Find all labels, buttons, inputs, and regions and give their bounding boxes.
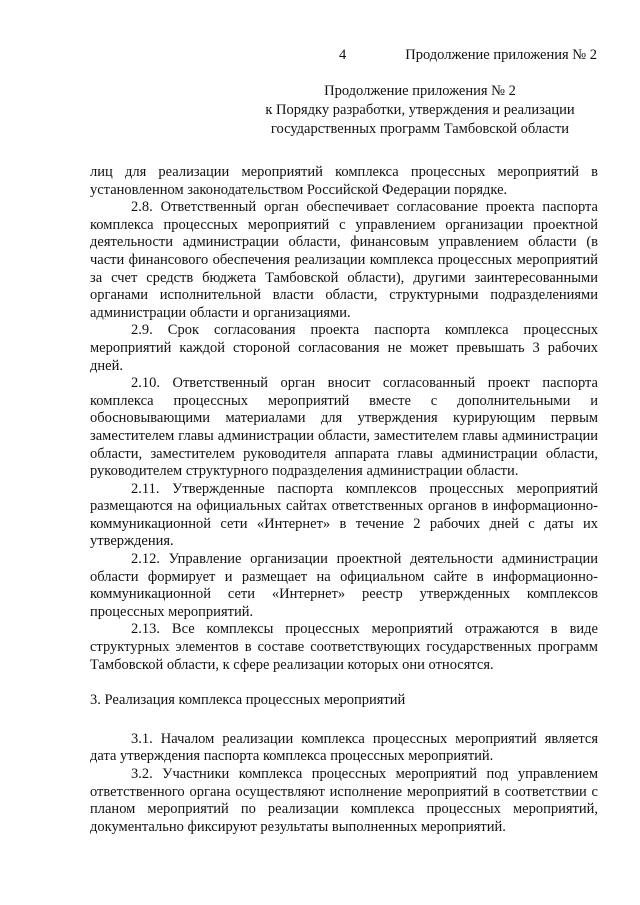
- appendix-header-line: Продолжение приложения № 2: [324, 83, 516, 99]
- appendix-header-line: государственных программ Тамбовской области: [270, 121, 570, 137]
- page-number: 4: [339, 47, 347, 63]
- paragraph-2-12: 2.12. Управление организации проектной деятельности администрации области формирует и размещает на официальном сайте в информационно-коммуникационной сети «Интернет» реестр утвержденных комплексов процессных мероприятий.: [90, 551, 598, 620]
- paragraph-3-1: 3.1. Началом реализации комплекса процессных мероприятий является дата утверждения паспорта комплекса процессных мероприятий.: [90, 730, 598, 765]
- paragraph-2-13: 2.13. Все комплексы процессных мероприятий отражаются в виде структурных элементов в составе соответствующих государственных программ Тамбовской области, к сфере реализации которых они относятся.: [90, 621, 598, 673]
- paragraph-2-10: 2.10. Ответственный орган вносит согласованный проект паспорта комплекса процессных мероприятий вместе с дополнительными и обосновывающими материалами для утверждения курирующим первым заместителем главы администрации области, заместителем главы администрации области, заместителем руководителя аппарата главы администрации области, руководителем структурного подразделения администрации области.: [90, 375, 598, 480]
- paragraph-continuation: лиц для реализации мероприятий комплекса процессных мероприятий в установленном законодательством Российской Федерации порядке.: [90, 164, 598, 198]
- running-header: Продолжение приложения № 2: [405, 47, 597, 63]
- paragraph-2-11: 2.11. Утвержденные паспорта комплексов процессных мероприятий размещаются на официальных сайтах ответственных органов в информационно-коммуникационной сети «Интернет» в течение 2 рабочих дней с даты их утверждения.: [90, 480, 598, 550]
- appendix-header: [240, 82, 600, 139]
- paragraph-2-8: 2.8. Ответственный орган обеспечивает согласование проекта паспорта комплекса процессных мероприятий с управлением организации проектной деятельности администрации области, финансовым управлением области (в части финансового обеспечения реализации комплекса процессных мероприятий за счет средств бюджета Тамбовской области), другими заинтересованными органами исполнительной власти области, структурными подразделениями администрации области и организациями.: [90, 199, 598, 321]
- section-heading: 3. Реализация комплекса процессных мероприятий: [90, 692, 406, 709]
- paragraph-2-9: 2.9. Срок согласования проекта паспорта комплекса процессных мероприятий каждой стороной согласования не может превышать 3 рабочих дней.: [90, 322, 598, 374]
- document-body: [90, 164, 598, 836]
- paragraph-3-2: 3.2. Участники комплекса процессных мероприятий под управлением ответственного органа осуществляют исполнение мероприятий в соответствии с планом мероприятий по реализации комплекса процессных мероприятий, документально фиксируют результаты выполненных мероприятий.: [90, 766, 598, 835]
- appendix-header-line: к Порядку разработки, утверждения и реализации: [265, 102, 575, 118]
